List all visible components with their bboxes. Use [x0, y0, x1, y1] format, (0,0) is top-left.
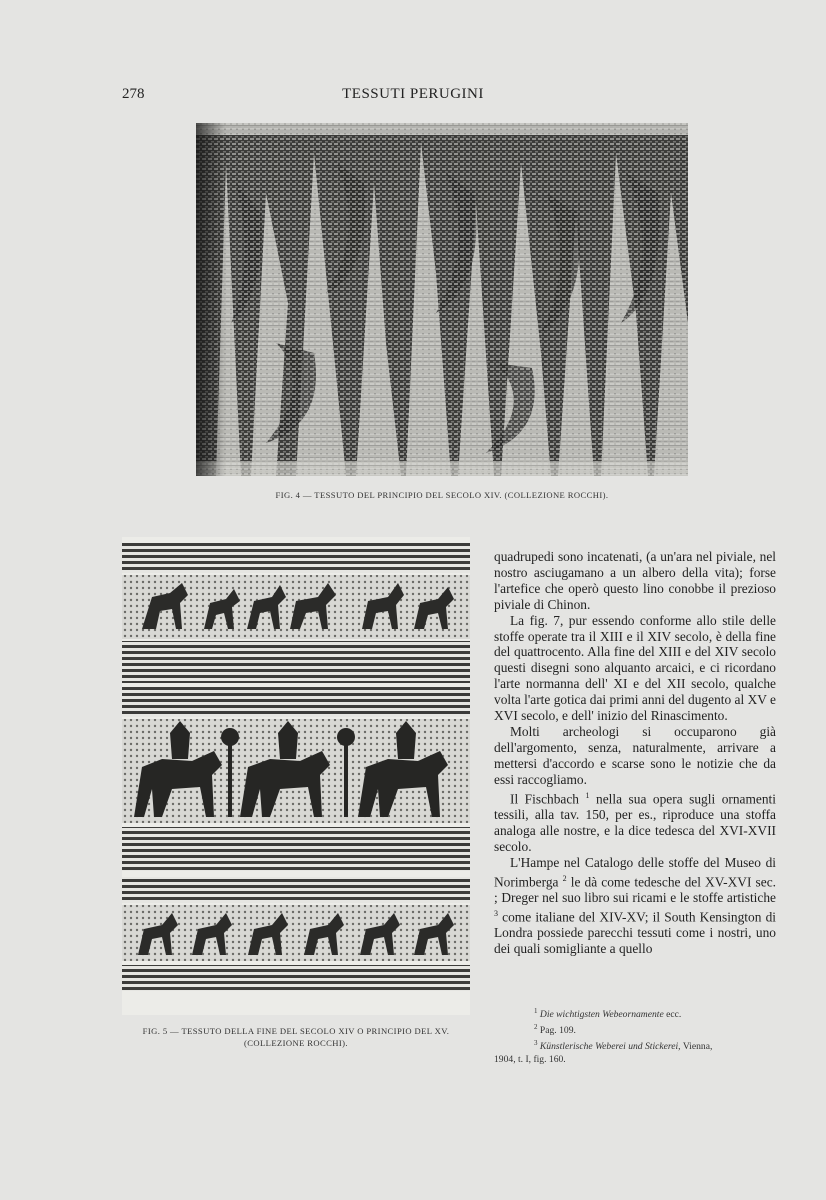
textile-riders-animals-image: [122, 537, 470, 1015]
paragraph-3: Molti archeologi si occuparono già dell'argomento, senza, naturalmente, arrivare a mettersi d'accordo e scarse sono le notizie che da essi raccogliamo.: [494, 723, 776, 787]
footnote-3-continuation: 1904, t. I, fig. 160.: [494, 1053, 566, 1065]
footnote-ref-1[interactable]: 1: [585, 790, 590, 800]
body-text-column: [494, 549, 776, 957]
footnote-ref-3[interactable]: 3: [494, 908, 498, 918]
figure-5-caption: [110, 1025, 482, 1049]
textile-flame-pattern-image: [196, 123, 688, 476]
paragraph-1: quadrupedi sono incatenati, (a un'ara nel piviale, nel nostro asciugamano a un albero della vita); forse l'artefice che operò questo lino conobbe il prezioso piviale di Chinon.: [494, 549, 776, 612]
paragraph-4: Il Fischbach $^1$ nella sua opera sugli ornamenti tessili, alla tav. 150, per es., riproduce una stoffa analoga alle nostre, e la dice tedesca del XVI-XVII secolo.: [494, 790, 776, 854]
footnote-3: $^3$ Künstlerische Weberei und Stickerei, Vienna,: [534, 1039, 713, 1053]
figure-4-textile-photo: [196, 123, 688, 476]
page-number: 278: [122, 86, 145, 102]
paragraph-5: L'Hampe nel Catalogo delle stoffe del Museo di Norimberga $^2$ le dà come tedesche del XV-XVI sec. ; Dreger nel suo libro sui ricami e le stoffe artistiche $^3$ come italiane del XIV-XV; il South Kensington di Londra possiede parecchi tessuti come i nostri, uno dei quali somigliante a quello: [494, 854, 776, 957]
figure-5-caption-line-2: (COLLEZIONE ROCCHI).: [244, 1038, 348, 1048]
figure-5-textile-photo: [122, 537, 470, 1015]
footnote-2: $^2$ Pag. 109.: [534, 1023, 576, 1037]
figure-4-caption: FIG. 4 — TESSUTO DEL PRINCIPIO DEL SECOLO XIV. (COLLEZIONE ROCCHI).: [275, 490, 609, 500]
footnote-1: $^1$ Die wichtigsten Webeornamente ecc.: [534, 1007, 682, 1021]
figure-5-caption-line-1: FIG. 5 — TESSUTO DELLA FINE DEL SECOLO XIV O PRINCIPIO DEL XV.: [142, 1026, 450, 1036]
footnotes: [494, 1005, 776, 1066]
running-title: TESSUTI PERUGINI: [342, 86, 484, 102]
running-head: [122, 86, 704, 108]
paragraph-2: La fig. 7, pur essendo conforme allo stile delle stoffe operate tra il XIII e il XIV secolo, è della fine del quattrocento. Alla fine del XIII e del XIV secolo questi disegni sono alquanto arcaici, e ci ricordano l'arte normanna dell' XI e del XII secolo, qualche volta l'arte gotica dai primi anni del dugento al XV e XVI secolo, e dell' inizio del Rinascimento.: [494, 612, 776, 724]
footnote-ref-2[interactable]: 2: [562, 873, 567, 883]
